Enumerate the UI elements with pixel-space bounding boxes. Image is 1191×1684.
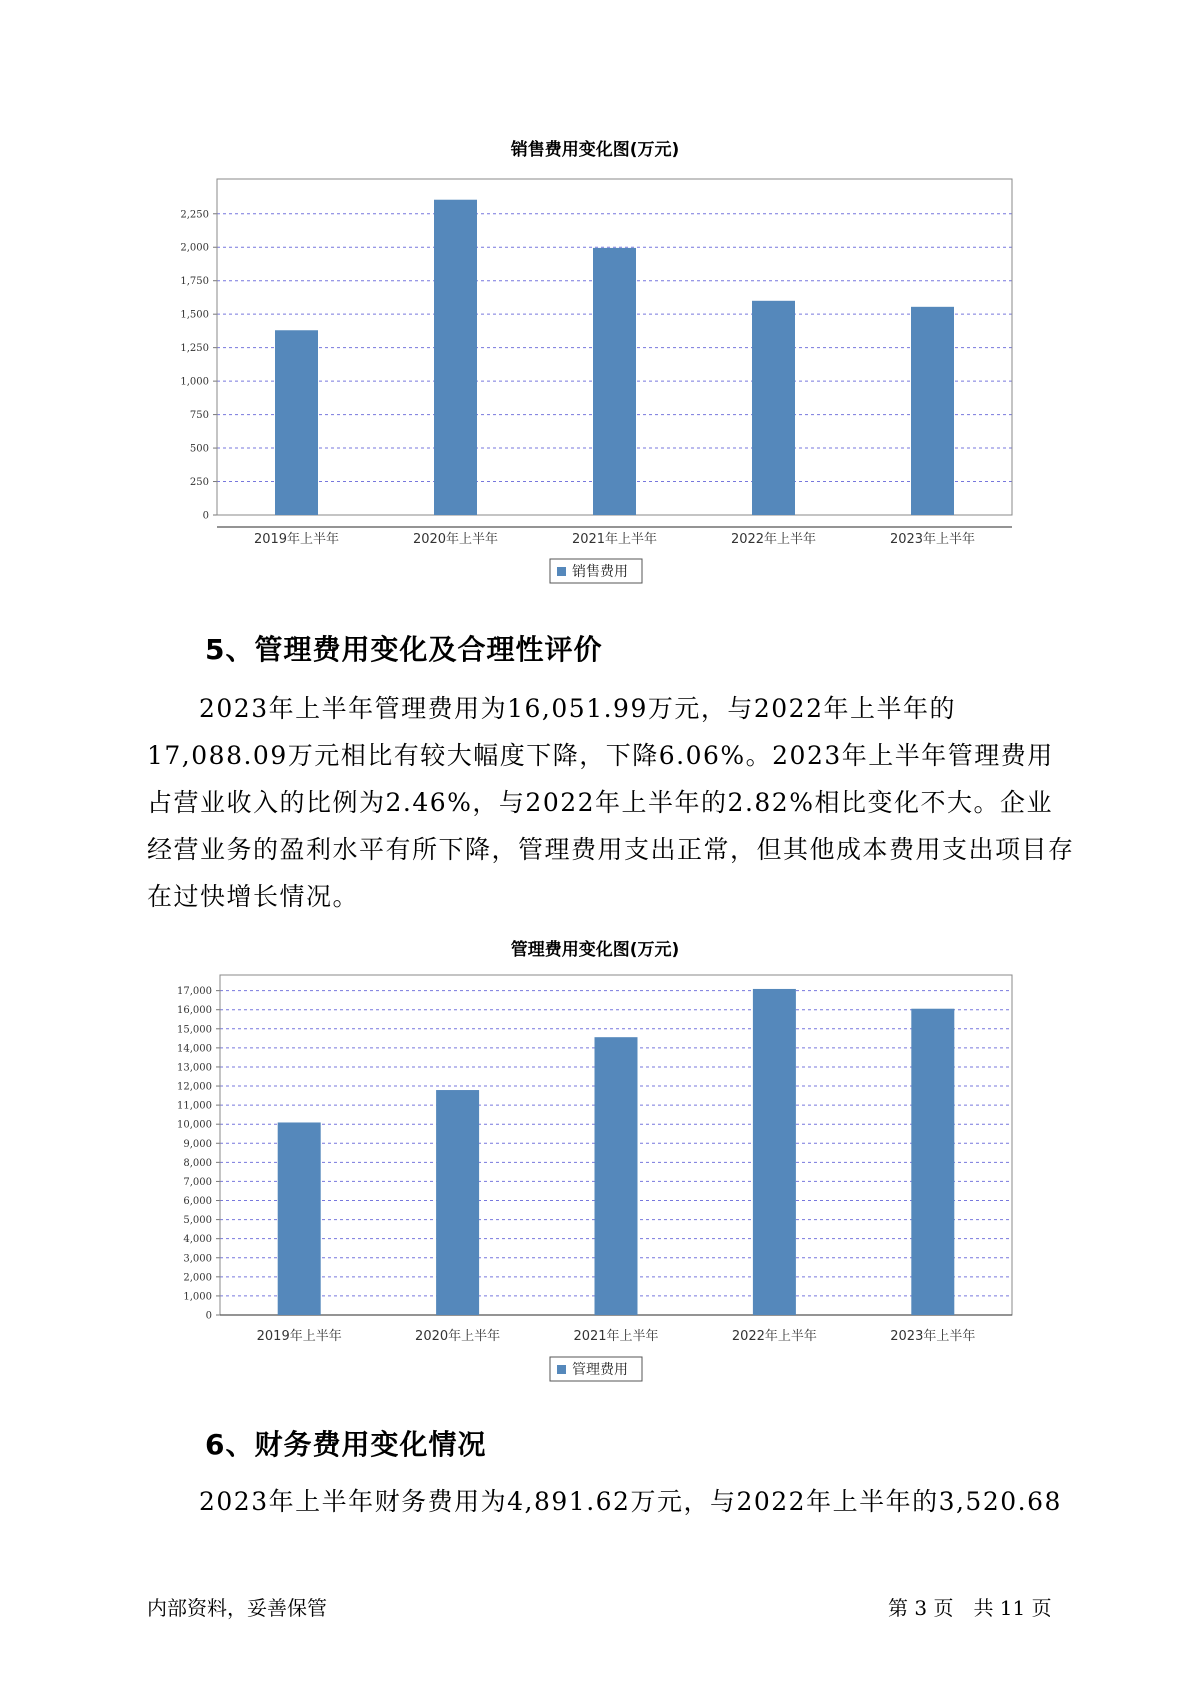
chart-legend xyxy=(550,1357,642,1381)
section-6-paragraph: 2023年上半年财务费用为4,891.62万元，与2022年上半年的3,520.68 xyxy=(199,1487,1062,1516)
y-tick-label: 7,000 xyxy=(183,1176,212,1188)
y-tick-label: 1,500 xyxy=(180,309,209,321)
chart-title: 管理费用变化图(万元) xyxy=(510,940,680,960)
legend-label: 销售费用 xyxy=(572,564,628,580)
bar xyxy=(911,1009,954,1315)
y-tick-label: 500 xyxy=(189,443,209,455)
y-tick-label: 1,250 xyxy=(180,343,209,355)
admin-expense-chart xyxy=(0,925,1191,1395)
x-tick-label: 2021年上半年 xyxy=(573,1329,659,1344)
x-tick-label: 2020年上半年 xyxy=(412,532,499,547)
y-tick-label: 13,000 xyxy=(177,1062,212,1074)
bar xyxy=(911,307,954,515)
y-tick-label: 1,000 xyxy=(180,376,209,388)
y-tick-label: 16,000 xyxy=(177,1005,212,1017)
y-tick-label: 17,000 xyxy=(177,986,212,998)
x-tick-label: 2019年上半年 xyxy=(256,1329,342,1344)
bar xyxy=(752,301,795,515)
y-tick-label: 750 xyxy=(189,410,209,422)
bar xyxy=(434,200,477,515)
section-5-paragraph: 2023年上半年管理费用为16,051.99万元，与2022年上半年的17,088.09万元相比有较大幅度下降，下降6.06%。2023年上半年管理费用占营业收入的比例为2.46%，与2022年上半年的2.82%相比变化不大。企业经营业务的盈利水平有所下降，管理费用支出正常，但其他成本费用支出项目存在过快增长情况。 xyxy=(147,694,1075,911)
x-tick-label: 2022年上半年 xyxy=(731,1329,817,1344)
y-tick-label: 2,000 xyxy=(180,242,209,254)
y-tick-label: 12,000 xyxy=(177,1081,212,1093)
bar xyxy=(436,1090,479,1315)
y-tick-label: 6,000 xyxy=(183,1196,212,1208)
y-tick-label: 3,000 xyxy=(183,1253,212,1265)
x-tick-label: 2020年上半年 xyxy=(415,1329,501,1344)
y-tick-label: 15,000 xyxy=(177,1024,212,1036)
bar xyxy=(275,330,318,515)
y-tick-label: 10,000 xyxy=(177,1119,212,1131)
y-tick-label: 0 xyxy=(205,1310,212,1322)
footer-confidential-note: 内部资料，妥善保管 xyxy=(147,1596,327,1620)
chart-title: 销售费用变化图(万元) xyxy=(510,140,680,160)
admin-expense-chart-svg xyxy=(0,925,1191,1395)
y-tick-label: 9,000 xyxy=(183,1138,212,1150)
x-tick-label: 2019年上半年 xyxy=(253,532,340,547)
y-tick-label: 2,000 xyxy=(183,1272,212,1284)
legend-swatch xyxy=(557,1365,566,1374)
bar xyxy=(278,1122,321,1315)
footer-page-number: 第 3 页 共 11 页 xyxy=(888,1596,1052,1620)
y-tick-label: 8,000 xyxy=(183,1157,212,1169)
y-tick-label: 0 xyxy=(202,510,209,522)
section-6-heading: 6、财务费用变化情况 xyxy=(205,1428,487,1461)
section-5-heading: 5、管理费用变化及合理性评价 xyxy=(205,633,603,666)
y-tick-label: 2,250 xyxy=(180,209,209,221)
y-tick-label: 4,000 xyxy=(183,1234,212,1246)
x-tick-label: 2023年上半年 xyxy=(889,532,976,547)
y-tick-label: 14,000 xyxy=(177,1043,212,1055)
bar xyxy=(595,1037,638,1315)
y-tick-label: 5,000 xyxy=(183,1215,212,1227)
legend-swatch xyxy=(557,567,566,576)
y-tick-label: 1,750 xyxy=(180,276,209,288)
y-tick-label: 250 xyxy=(189,477,209,489)
x-tick-label: 2022年上半年 xyxy=(730,532,817,547)
x-tick-label: 2021年上半年 xyxy=(571,532,658,547)
sales-expense-chart-svg xyxy=(0,125,1191,595)
bar xyxy=(593,248,636,515)
y-tick-label: 11,000 xyxy=(177,1100,212,1112)
legend-label: 管理费用 xyxy=(572,1362,628,1378)
sales-expense-chart xyxy=(0,125,1191,595)
chart-legend xyxy=(550,559,642,583)
x-tick-label: 2023年上半年 xyxy=(890,1329,976,1344)
y-tick-label: 1,000 xyxy=(183,1291,212,1303)
bar xyxy=(753,989,796,1315)
